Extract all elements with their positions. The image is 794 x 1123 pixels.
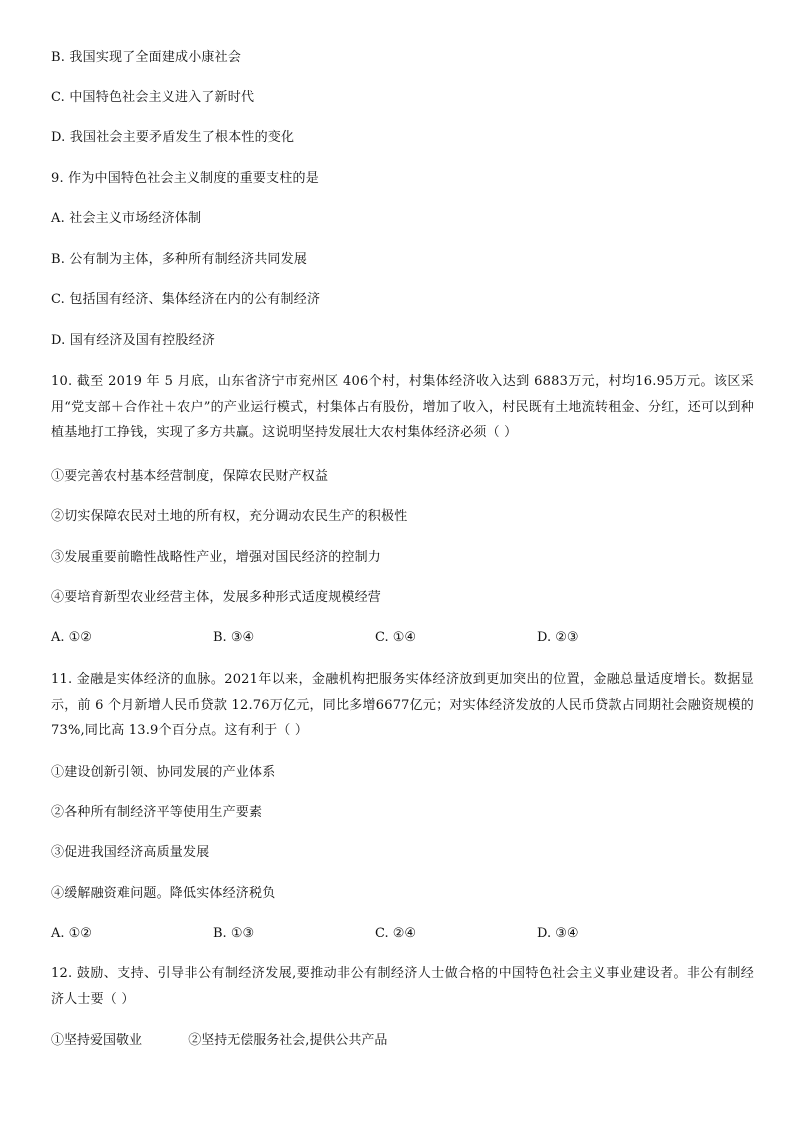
- q10-choices: [51, 628, 754, 648]
- q9-option-b: B. 公有制为主体，多种所有制经济共同发展: [51, 252, 308, 267]
- q8-option-b: B. 我国实现了全面建成小康社会: [51, 50, 242, 65]
- q11-stem: 11. 金融是实体经济的血脉。2021年以来，金融机构把服务实体经济放到更加突出的位置，金融总量适度增长。数据显示，前 6 个月新增人民币贷款 12.76万亿元，同比多增6677亿元；对实体经济发放的人民币贷款占同期社会融资规模的73%,同比高 13.9个百分点。这有利于（ ）: [51, 672, 754, 738]
- q9-option-a: A. 社会主义市场经济体制: [51, 211, 202, 226]
- q11-choice-b[interactable]: B. ①③: [213, 926, 255, 941]
- q11-choices: [51, 924, 754, 944]
- q10-item-1: ①要完善农村基本经营制度，保障农民财产权益: [51, 469, 329, 484]
- q11-item-2: ②各种所有制经济平等使用生产要素: [51, 805, 263, 820]
- q12-item-1: ①坚持爱国敬业: [51, 1033, 143, 1048]
- q10-choice-d[interactable]: D. ②③: [537, 630, 579, 645]
- q10-choice-b[interactable]: B. ③④: [213, 630, 255, 645]
- q9-option-c: C. 包括国有经济、集体经济在内的公有制经济: [51, 292, 321, 307]
- q12-stem: 12. 鼓励、支持、引导非公有制经济发展,要推动非公有制经济人士做合格的中国特色社会主义事业建设者。非公有制经济人士要（ ）: [51, 966, 754, 1007]
- q11-item-1: ①建设创新引领、协同发展的产业体系: [51, 765, 276, 780]
- q8-option-c: C. 中国特色社会主义进入了新时代: [51, 90, 255, 105]
- q8-option-d: D. 我国社会主要矛盾发生了根本性的变化: [51, 130, 295, 145]
- q10-item-3: ③发展重要前瞻性战略性产业，增强对国民经济的控制力: [51, 550, 382, 565]
- q10-item-4: ④要培育新型农业经营主体，发展多种形式适度规模经营: [51, 590, 382, 605]
- q10-item-2: ②切实保障农民对土地的所有权，充分调动农民生产的积极性: [51, 509, 408, 524]
- q11-item-3: ③促进我国经济高质量发展: [51, 845, 210, 860]
- q9-stem: 9. 作为中国特色社会主义制度的重要支柱的是: [51, 171, 319, 186]
- q10-stem: 10. 截至 2019 年 5 月底，山东省济宁市兖州区 406个村，村集体经济收入达到 6883万元，村均16.95万元。该区采用“党支部＋合作社＋农户”的产业运行模式，村集体占有股份，增加了收入，村民既有土地流转租金、分红，还可以到种植基地打工挣钱，实现了多方共赢。这说明坚持发展壮大农村集体经济必须（ ）: [51, 374, 754, 440]
- q11-choice-d[interactable]: D. ③④: [537, 926, 579, 941]
- q9-option-d: D. 国有经济及国有控股经济: [51, 333, 216, 348]
- q11-choice-a[interactable]: A. ①②: [51, 926, 92, 941]
- q11-choice-c[interactable]: C. ②④: [375, 926, 417, 941]
- q12-item-2: ②坚持无偿服务社会,提供公共产品: [188, 1033, 388, 1048]
- q10-choice-a[interactable]: A. ①②: [51, 630, 92, 645]
- q12-items: [51, 1031, 387, 1051]
- q11-item-4: ④缓解融资难问题。降低实体经济税负: [51, 886, 276, 901]
- q10-choice-c[interactable]: C. ①④: [375, 630, 417, 645]
